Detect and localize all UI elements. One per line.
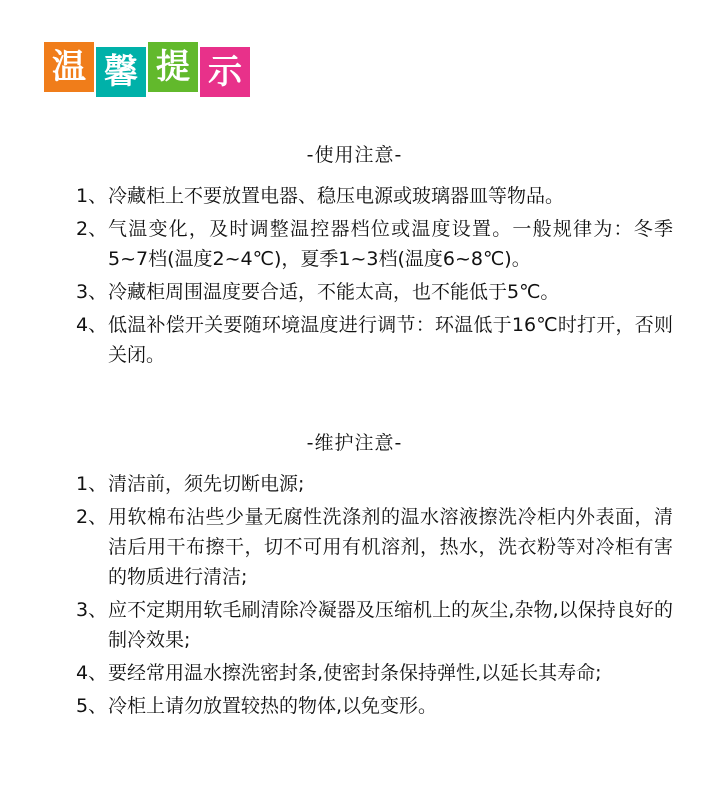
section-maintenance-notes [0, 428, 709, 724]
list-item [76, 595, 673, 655]
list-item-text: 冷柜上请勿放置较热的物体,以免变形。 [108, 695, 438, 717]
list-item [76, 277, 673, 307]
list-item-text: 气温变化，及时调整温控器档位或温度设置。一般规律为：冬季5~7档(温度2~4℃)，夏季1~3档(温度6~8℃)。 [108, 218, 673, 270]
banner-char-4: 示 [200, 47, 250, 97]
list-item-text: 要经常用温水擦洗密封条,使密封条保持弹性,以延长其寿命; [108, 662, 602, 684]
list-item-number: 3、 [76, 599, 108, 621]
warm-tips-banner [44, 42, 250, 92]
maintenance-notes-list [0, 469, 709, 721]
list-item-text: 低温补偿开关要随环境温度进行调节：环温低于16℃时打开，否则关闭。 [108, 314, 673, 366]
list-item [76, 214, 673, 274]
list-item-number: 5、 [76, 695, 108, 717]
list-item-text: 用软棉布沾些少量无腐性洗涤剂的温水溶液擦洗冷柜内外表面，清洁后用干布擦干，切不可用有机溶剂，热水，洗衣粉等对冷柜有害的物质进行清洁; [108, 506, 673, 588]
list-item [76, 181, 673, 211]
list-item-text: 应不定期用软毛刷清除冷凝器及压缩机上的灰尘,杂物,以保持良好的制冷效果; [108, 599, 673, 651]
banner-char-2: 馨 [96, 47, 146, 97]
list-item-number: 1、 [76, 473, 108, 495]
list-item [76, 469, 673, 499]
list-item [76, 502, 673, 592]
list-item [76, 310, 673, 370]
section-usage-notes [0, 140, 709, 373]
banner-char-3: 提 [148, 42, 198, 92]
list-item [76, 658, 673, 688]
banner-char-1: 温 [44, 42, 94, 92]
usage-notes-list [0, 181, 709, 370]
list-item-number: 1、 [76, 185, 108, 207]
list-item-number: 4、 [76, 314, 108, 336]
list-item-number: 4、 [76, 662, 108, 684]
list-item-number: 3、 [76, 281, 108, 303]
section-title: -维护注意- [306, 432, 403, 454]
list-item-text: 冷藏柜上不要放置电器、稳压电源或玻璃器皿等物品。 [108, 185, 565, 207]
list-item-number: 2、 [76, 506, 108, 528]
list-item-number: 2、 [76, 218, 108, 240]
section-title: -使用注意- [306, 144, 403, 166]
list-item [76, 691, 673, 721]
list-item-text: 冷藏柜周围温度要合适，不能太高，也不能低于5℃。 [108, 281, 560, 303]
list-item-text: 清洁前，须先切断电源; [108, 473, 305, 495]
